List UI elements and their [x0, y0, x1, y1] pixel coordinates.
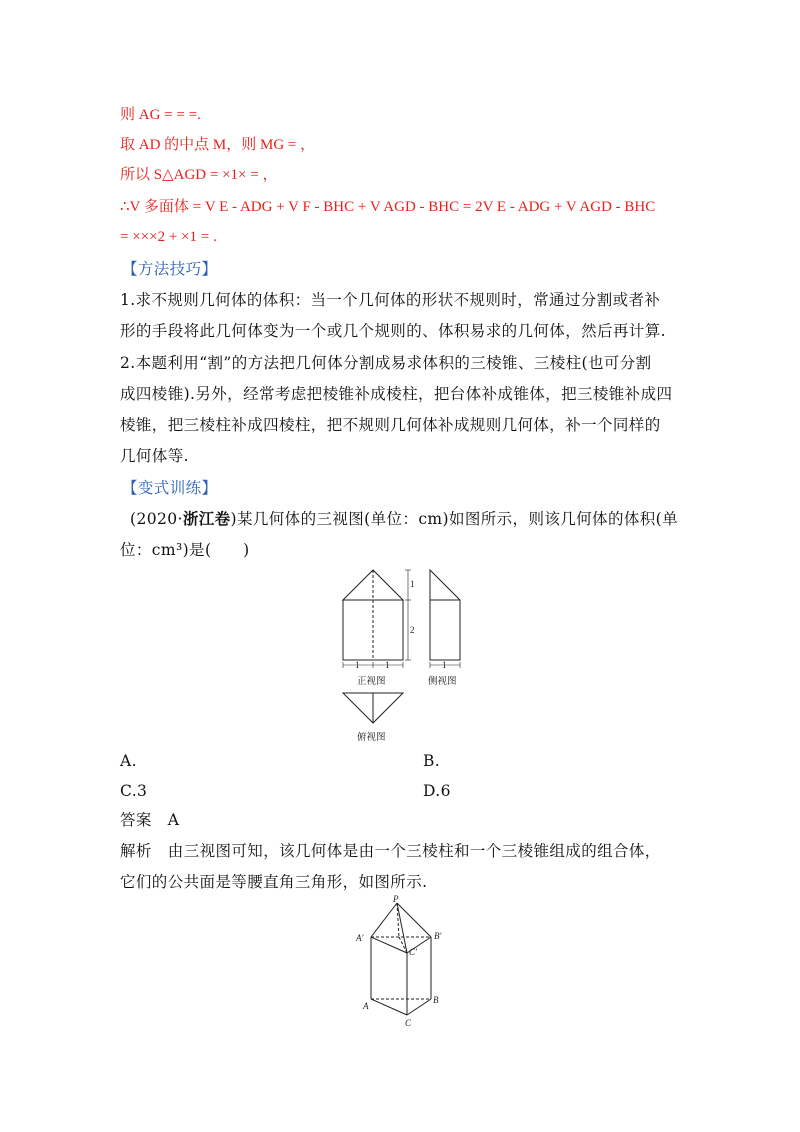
option-c: C.3 [120, 782, 148, 800]
answer-label: 答案 [120, 811, 152, 829]
solution-line-5: = ×××2 + ×1 = . [120, 229, 217, 245]
dim-label-height-2: 2 [410, 625, 415, 635]
dim-label-width-1a: 1 [355, 660, 360, 670]
option-a: A. [120, 752, 137, 770]
side-view [430, 570, 460, 668]
question-line-2: 位：cm³)是( ) [120, 541, 250, 559]
point-c-label: C [405, 1018, 412, 1028]
solution-line-2: 取 AD 的中点 M，则 MG = ， [120, 137, 316, 153]
analysis-text-1: 由三视图可知，该几何体是由一个三棱柱和一个三棱锥组成的组合体， [167, 842, 661, 860]
answer-line [120, 809, 179, 831]
method-heading: 【方法技巧】 [122, 260, 218, 278]
top-view-label: 俯视图 [357, 733, 386, 743]
top-view [343, 693, 403, 723]
dim-label-width-1b: 1 [385, 660, 390, 670]
point-b1-label: B′ [434, 931, 442, 941]
point-a1-label: A′ [356, 933, 364, 943]
analysis-label: 解析 [120, 842, 152, 860]
option-d: D.6 [423, 782, 451, 800]
method-paragraph-2b: 成四棱锥).另外，经常考虑把棱锥补成棱柱，把台体补成锥体，把三棱锥补成四 [120, 385, 673, 403]
point-b-label: B [433, 995, 439, 1005]
side-view-label: 侧视图 [428, 677, 457, 687]
solid-figure [345, 895, 455, 1030]
method-paragraph-2d: 几何体等. [120, 447, 189, 465]
question-source: 浙江卷 [182, 509, 231, 528]
option-b: B. [423, 752, 441, 770]
method-paragraph-2a: 2.本题利用“割”的方法把几何体分割成易求体积的三棱锥、三棱柱(也可分割 [120, 354, 652, 372]
question-year: (2020· [130, 510, 183, 528]
three-view-figure [330, 560, 470, 745]
question-line-1 [130, 508, 678, 530]
solution-line-1: 则 AG = = =. [120, 107, 201, 123]
point-c1-label: C′ [409, 947, 417, 957]
exercise-heading: 【变式训练】 [122, 479, 218, 497]
analysis-line-1 [120, 840, 661, 862]
analysis-line-2: 它们的公共面是等腰直角三角形，如图所示. [120, 873, 428, 891]
answer-value: A [167, 811, 180, 829]
method-paragraph-1a: 1.求不规则几何体的体积：当一个几何体的形状不规则时，常通过分割或者补 [120, 291, 661, 309]
solution-line-3: 所以 S△AGD = ×1× = ， [120, 167, 278, 183]
method-paragraph-2c: 棱锥，把三棱柱补成四棱柱，把不规则几何体补成规则几何体，补一个同样的 [120, 416, 661, 434]
point-a-label: A [363, 1001, 369, 1011]
solution-line-4: ∴V 多面体 = V E - ADG + V F - BHC + V AGD - BHC = 2V E - ADG + V AGD - BHC [120, 199, 656, 215]
front-view-label: 正视图 [357, 677, 386, 687]
point-p-label: P [393, 895, 399, 904]
method-paragraph-1b: 形的手段将此几何体变为一个或几个规则的、体积易求的几何体，然后再计算. [120, 322, 666, 340]
solid-edges [371, 903, 431, 1015]
front-view [343, 570, 411, 668]
dim-label-height-1: 1 [410, 579, 415, 589]
question-text: )某几何体的三视图(单位：cm)如图所示，则该几何体的体积(单 [230, 510, 679, 528]
dim-label-side-1: 1 [442, 660, 447, 670]
